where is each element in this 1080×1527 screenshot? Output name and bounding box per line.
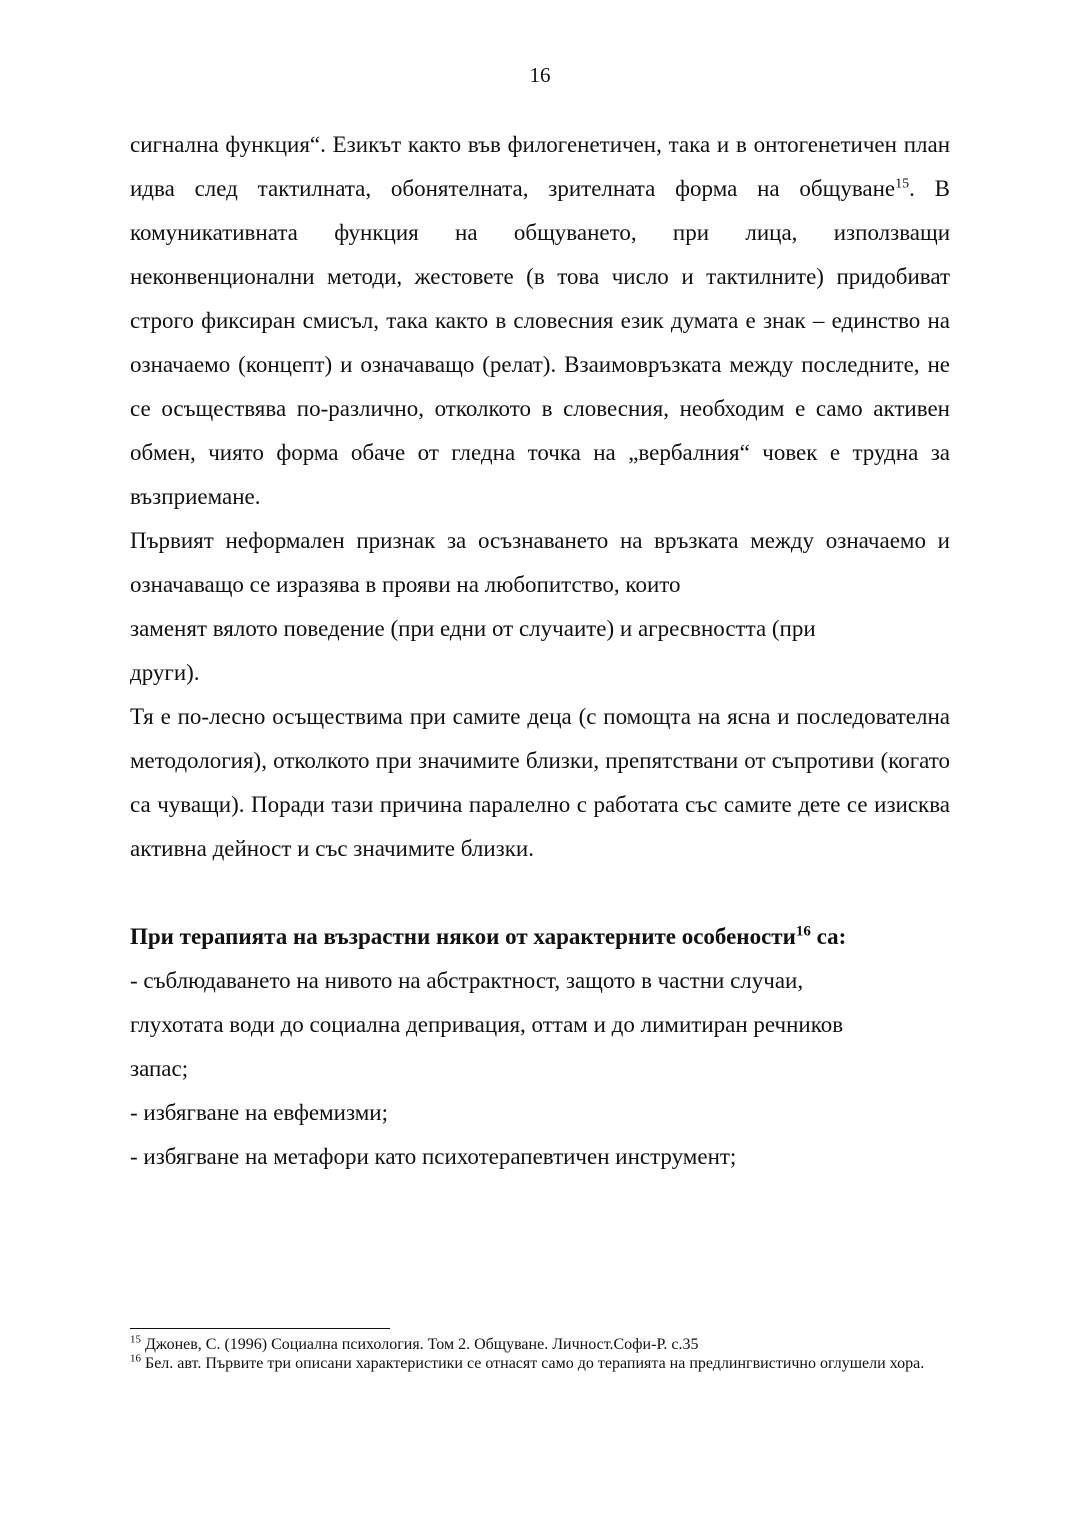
footnote-separator (130, 1328, 390, 1329)
section-heading-end: са: (810, 924, 847, 949)
main-text (130, 123, 950, 1179)
list-item-1: - съблюдаването на нивото на абстрактност, защото в частни случаи, (130, 968, 804, 993)
footnote-16-number: 16 (130, 1352, 141, 1365)
paragraph-3: Тя е по-лесно осъществима при самите деца (с помощта на ясна и последователна методология), отколкото при значимите близки, препятствани от съпротиви (когато са чуващи). Поради тази причина паралелно с работата със самите дете се изисква активна дейност и със значимите близки. (130, 704, 950, 861)
paragraph-1 (130, 123, 950, 519)
list-item-2: - избягване на евфемизми; (130, 1100, 388, 1125)
section-heading (130, 915, 950, 959)
list-item-1-line-2: глухотата води до социална депривация, оттам и до лимитиран речников (130, 1012, 844, 1037)
section-heading-text: При терапията на възрастни някои от характерните особености (130, 924, 796, 949)
footnote-ref-16[interactable]: 16 (795, 923, 811, 940)
paragraph-2-text: Първият неформален признак за осъзнаването на връзката между означаемо и означаващо се изразява в прояви на любопитство, които (130, 528, 950, 597)
paragraph-2 (130, 519, 950, 607)
footnotes (130, 1335, 950, 1373)
paragraph-1-text: сигнална функция“. Езикът както във филогенетичен, така и в онтогенетичен план идва след тактилната, обонятелната, зрителната форма на общуване (130, 132, 950, 201)
paragraph-1-continuation: . В комуникативната функция на общуването, при лица, използващи неконвенционални методи, жестовете (в това число и тактилните) придобиват строго фиксиран смисъл, така както в словесния език думата е знак – единство на означаемо (концепт) и означаващо (релат). Взаимовръзката между последните, не се осъществява по-различно, отколкото в словесния, необходим е само активен обмен, чиято форма обаче от гледна точка на „вербалния“ човек е трудна за възприемане. (130, 176, 950, 509)
list-item-1-line-3: запас; (130, 1056, 189, 1081)
paragraph-2-line: заменят вялото поведение (при едни от случаите) и агресвността (при (130, 616, 816, 641)
footnote-16 (130, 1354, 950, 1373)
footnote-ref-15[interactable]: 15 (895, 176, 910, 192)
list-item-3: - избягване на метафори като психотерапевтичен инструмент; (130, 1144, 737, 1169)
page-number: 16 (529, 63, 551, 87)
paragraph-2-end: други). (130, 660, 200, 685)
section-spacer (130, 871, 950, 915)
footnote-16-text: Бел. авт. Първите три описани характеристики се отнасят само до терапията на предлингвистично оглушели хора. (141, 1355, 925, 1372)
footnote-15 (130, 1335, 950, 1354)
footnote-15-number: 15 (130, 1333, 141, 1346)
footnote-15-text: Джонев, С. (1996) Социална психология. Том 2. Общуване. Личност.Софи-Р. с.35 (141, 1336, 699, 1353)
